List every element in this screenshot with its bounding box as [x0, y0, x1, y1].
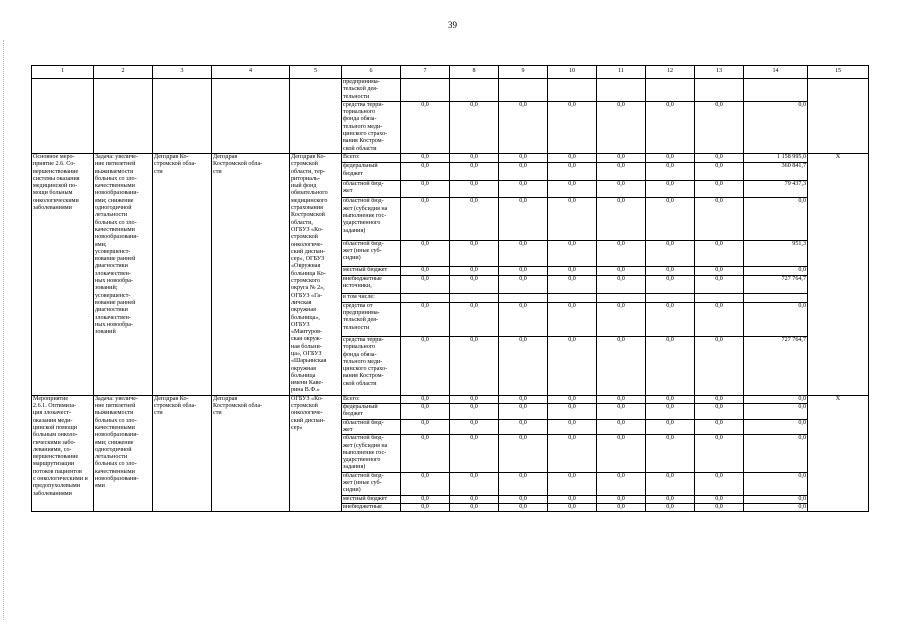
total-cell: 0,0	[744, 503, 808, 511]
empty-cell	[212, 79, 290, 154]
funding-source-cell: средства терри- ториального фонда обяза- тельного меди- цинского страхо- вания Костром- ской области	[342, 336, 401, 395]
total-cell: 0,0	[744, 472, 808, 495]
coordinator-cell: Депздрав Ко- стромской обла- сти	[153, 153, 212, 395]
year-value-cell: 0,0	[401, 101, 450, 153]
year-value-cell: 0,0	[499, 435, 548, 472]
year-value-cell: 0,0	[695, 472, 744, 495]
year-value-cell: 0,0	[597, 395, 646, 403]
funding-source-cell: областной бюд- жет	[342, 419, 401, 435]
binding-margin	[3, 40, 8, 620]
year-value-cell: 0,0	[450, 180, 499, 198]
header-cell: 9	[499, 66, 548, 79]
year-value-cell: 0,0	[450, 240, 499, 266]
empty-cell	[153, 79, 212, 154]
activity-name-cell: Основное меро- приятие 2.6. Со- вершенствование системы оказания медицинской по- мощи больным онкологическими заболеваниями	[32, 153, 94, 395]
year-value-cell: 0,0	[450, 302, 499, 336]
year-value-cell: 0,0	[499, 302, 548, 336]
funding-source-cell: средства терри- ториального фонда обяза- тельного меди- цинского страхо- вания Костром- ской области	[342, 101, 401, 153]
year-value-cell: 0,0	[499, 101, 548, 153]
year-value-cell: 0,0	[695, 495, 744, 503]
total-cell: 951,3	[744, 240, 808, 266]
year-value-cell: 0,0	[499, 336, 548, 395]
year-value-cell: 0,0	[450, 503, 499, 511]
year-value-cell: 0,0	[646, 180, 695, 198]
year-value-cell: 0,0	[548, 503, 597, 511]
header-cell: 11	[597, 66, 646, 79]
table-row	[32, 79, 869, 102]
year-value-cell: 0,0	[401, 198, 450, 240]
year-value-cell: 0,0	[548, 302, 597, 336]
year-value-cell: 0,0	[499, 198, 548, 240]
total-cell: 727 764,7	[744, 336, 808, 395]
table-row	[32, 395, 869, 403]
empty-cell	[94, 79, 153, 154]
year-value-cell: 0,0	[548, 495, 597, 503]
total-cell: 0,0	[744, 435, 808, 472]
year-value-cell: 0,0	[401, 419, 450, 435]
year-value-cell: 0,0	[401, 180, 450, 198]
year-value-cell: 0,0	[597, 472, 646, 495]
funding-source-cell: внебюджетные	[342, 503, 401, 511]
executor-cell: Депздрав Костромской обла- сти	[212, 153, 290, 395]
task-cell: Задача: увеличе- ние пятилетней выживаемости больных со зло- качественными новообразовани- ями; снижение одногодичной летальности больных со зло- качественными новообразовани- ями; усовершенст- вование ранней диагностики злокачествен- ных новообра- зований; усовершенст- вование ранней диагностики злокачествен- ных новообра- зований	[94, 153, 153, 395]
year-value-cell: 0,0	[499, 404, 548, 420]
year-value-cell	[499, 293, 548, 302]
year-value-cell: 0,0	[450, 472, 499, 495]
funding-source-cell: предпринима- тельской дея- тельности	[342, 79, 401, 102]
year-value-cell: 0,0	[695, 266, 744, 275]
indicator-cell: X	[808, 395, 869, 511]
year-value-cell: 0,0	[548, 163, 597, 181]
year-value-cell	[450, 79, 499, 102]
header-row	[32, 66, 869, 79]
year-value-cell	[597, 79, 646, 102]
year-value-cell: 0,0	[548, 419, 597, 435]
year-value-cell	[450, 293, 499, 302]
participants-cell: Депздрав Ко- стромской области, тер- риториаль- ный фонд обязательного медицинского страхования Костромской области, ОГБУЗ «Ко- стромской онкологиче- ский диспан- сер», ОГБУЗ «Окружная больница Ко- стромского округа № 2», ОГБУЗ «Га- личская окружная больница», ОГБУЗ «Мантуров- ская окруж- ная больни- ца», ОГБУЗ «Шарьинская окружная больница имени Каве- рина В.Ф.»	[290, 153, 342, 395]
header-cell: 8	[450, 66, 499, 79]
year-value-cell: 0,0	[450, 101, 499, 153]
header-cell: 14	[744, 66, 808, 79]
year-value-cell: 0,0	[499, 180, 548, 198]
header-cell: 3	[153, 66, 212, 79]
year-value-cell	[548, 293, 597, 302]
funding-source-cell: Всего:	[342, 153, 401, 162]
total-cell: 0,0	[744, 404, 808, 420]
year-value-cell: 0,0	[548, 101, 597, 153]
year-value-cell: 0,0	[401, 336, 450, 395]
funding-source-cell: областной бюд- жет (субсидия на выполнение гос- ударственного задания)	[342, 435, 401, 472]
year-value-cell: 0,0	[646, 435, 695, 472]
year-value-cell: 0,0	[646, 153, 695, 162]
year-value-cell: 0,0	[646, 336, 695, 395]
activity-name-cell: Мероприятие 2.6.1. Оптимиза- ция злокачест- оказания меди- цинской помощи больным онколо- гическими забо- леваниями, со- вершенствование маршрутизации потоков пациентов с онкологическими и предопухолевыми заболеваниями	[32, 395, 94, 511]
year-value-cell: 0,0	[548, 240, 597, 266]
year-value-cell: 0,0	[597, 503, 646, 511]
funding-source-cell: областной бюд- жет (иные суб- сидии)	[342, 240, 401, 266]
year-value-cell: 0,0	[597, 266, 646, 275]
empty-cell	[290, 79, 342, 154]
total-cell	[744, 293, 808, 302]
year-value-cell: 0,0	[499, 419, 548, 435]
year-value-cell: 0,0	[401, 153, 450, 162]
year-value-cell: 0,0	[499, 266, 548, 275]
year-value-cell: 0,0	[401, 302, 450, 336]
table-row	[32, 153, 869, 162]
year-value-cell: 0,0	[597, 180, 646, 198]
year-value-cell	[401, 79, 450, 102]
year-value-cell: 0,0	[401, 395, 450, 403]
funding-source-cell: областной бюд- жет	[342, 180, 401, 198]
funding-source-cell: местный бюджет	[342, 495, 401, 503]
year-value-cell: 0,0	[646, 472, 695, 495]
total-cell: 0,0	[744, 302, 808, 336]
funding-source-cell: средства от предпринима- тельской дея- тельности	[342, 302, 401, 336]
year-value-cell: 0,0	[401, 503, 450, 511]
year-value-cell: 0,0	[646, 275, 695, 293]
year-value-cell: 0,0	[450, 198, 499, 240]
year-value-cell	[401, 293, 450, 302]
year-value-cell: 0,0	[450, 419, 499, 435]
year-value-cell: 0,0	[695, 180, 744, 198]
year-value-cell: 0,0	[597, 275, 646, 293]
year-value-cell: 0,0	[401, 266, 450, 275]
participants-cell: ОГБУЗ «Ко- стромской онкологиче- ский диспан- сер»	[290, 395, 342, 511]
year-value-cell: 0,0	[450, 266, 499, 275]
year-value-cell: 0,0	[499, 153, 548, 162]
year-value-cell: 0,0	[548, 198, 597, 240]
year-value-cell: 0,0	[695, 395, 744, 403]
year-value-cell: 0,0	[450, 395, 499, 403]
page-number: 39	[448, 20, 457, 30]
header-cell: 15	[808, 66, 869, 79]
year-value-cell: 0,0	[597, 419, 646, 435]
year-value-cell: 0,0	[401, 240, 450, 266]
year-value-cell: 0,0	[499, 495, 548, 503]
total-cell: 727 764,7	[744, 275, 808, 293]
year-value-cell: 0,0	[695, 302, 744, 336]
funding-source-cell: областной бюд- жет (субсидия на выполнение гос- ударственного задания)	[342, 198, 401, 240]
year-value-cell: 0,0	[646, 198, 695, 240]
funding-source-cell: областной бюд- жет (иные суб- сидии)	[342, 472, 401, 495]
year-value-cell: 0,0	[695, 163, 744, 181]
year-value-cell: 0,0	[499, 240, 548, 266]
year-value-cell: 0,0	[597, 163, 646, 181]
year-value-cell: 0,0	[499, 472, 548, 495]
executor-cell: Депздрав Костромской обла- сти	[212, 395, 290, 511]
year-value-cell: 0,0	[646, 419, 695, 435]
year-value-cell: 0,0	[548, 275, 597, 293]
year-value-cell: 0,0	[597, 404, 646, 420]
year-value-cell: 0,0	[499, 163, 548, 181]
year-value-cell: 0,0	[695, 153, 744, 162]
year-value-cell	[499, 79, 548, 102]
year-value-cell: 0,0	[548, 336, 597, 395]
year-value-cell	[646, 79, 695, 102]
year-value-cell: 0,0	[499, 395, 548, 403]
total-cell: 1 158 995,0	[744, 153, 808, 162]
year-value-cell: 0,0	[597, 336, 646, 395]
year-value-cell: 0,0	[597, 435, 646, 472]
year-value-cell: 0,0	[548, 435, 597, 472]
header-cell: 2	[94, 66, 153, 79]
year-value-cell: 0,0	[548, 395, 597, 403]
year-value-cell: 0,0	[450, 404, 499, 420]
year-value-cell: 0,0	[597, 302, 646, 336]
coordinator-cell: Депздрав Ко- стромской обла- сти	[153, 395, 212, 511]
year-value-cell: 0,0	[401, 435, 450, 472]
year-value-cell: 0,0	[548, 404, 597, 420]
year-value-cell: 0,0	[695, 435, 744, 472]
funding-source-cell: местный бюджет	[342, 266, 401, 275]
year-value-cell: 0,0	[597, 153, 646, 162]
year-value-cell: 0,0	[450, 435, 499, 472]
year-value-cell: 0,0	[401, 275, 450, 293]
funding-source-cell: федеральный бюджет	[342, 404, 401, 420]
total-cell: 0,0	[744, 495, 808, 503]
year-value-cell: 0,0	[695, 198, 744, 240]
header-cell: 10	[548, 66, 597, 79]
year-value-cell: 0,0	[646, 163, 695, 181]
year-value-cell: 0,0	[401, 495, 450, 503]
total-cell: 0,0	[744, 419, 808, 435]
total-cell: 79 437,3	[744, 180, 808, 198]
year-value-cell	[646, 293, 695, 302]
year-value-cell: 0,0	[401, 163, 450, 181]
year-value-cell	[548, 79, 597, 102]
year-value-cell: 0,0	[548, 266, 597, 275]
year-value-cell: 0,0	[646, 503, 695, 511]
year-value-cell: 0,0	[450, 495, 499, 503]
year-value-cell: 0,0	[499, 503, 548, 511]
year-value-cell: 0,0	[548, 472, 597, 495]
year-value-cell: 0,0	[646, 302, 695, 336]
header-cell: 13	[695, 66, 744, 79]
year-value-cell: 0,0	[499, 275, 548, 293]
year-value-cell	[597, 293, 646, 302]
year-value-cell: 0,0	[450, 153, 499, 162]
total-cell	[744, 79, 808, 102]
year-value-cell: 0,0	[646, 266, 695, 275]
header-cell: 6	[342, 66, 401, 79]
year-value-cell: 0,0	[646, 395, 695, 403]
funding-source-cell: в том числе:	[342, 293, 401, 302]
funding-source-cell: внебюджетные источники,	[342, 275, 401, 293]
total-cell: 0,0	[744, 266, 808, 275]
total-cell: 0,0	[744, 101, 808, 153]
year-value-cell: 0,0	[450, 163, 499, 181]
empty-cell	[32, 79, 94, 154]
year-value-cell: 0,0	[401, 404, 450, 420]
total-cell: 0,0	[744, 198, 808, 240]
year-value-cell: 0,0	[548, 180, 597, 198]
year-value-cell: 0,0	[597, 101, 646, 153]
year-value-cell: 0,0	[695, 275, 744, 293]
year-value-cell: 0,0	[401, 472, 450, 495]
year-value-cell	[695, 293, 744, 302]
year-value-cell: 0,0	[646, 495, 695, 503]
funding-source-cell: Всего:	[342, 395, 401, 403]
year-value-cell: 0,0	[695, 503, 744, 511]
indicator-cell: X	[808, 153, 869, 395]
year-value-cell: 0,0	[597, 495, 646, 503]
year-value-cell	[695, 79, 744, 102]
funding-source-cell: федеральный бюджет	[342, 163, 401, 181]
year-value-cell: 0,0	[695, 404, 744, 420]
header-cell: 4	[212, 66, 290, 79]
year-value-cell: 0,0	[548, 153, 597, 162]
header-cell: 1	[32, 66, 94, 79]
empty-cell	[808, 79, 869, 154]
year-value-cell: 0,0	[597, 198, 646, 240]
year-value-cell: 0,0	[597, 240, 646, 266]
header-cell: 12	[646, 66, 695, 79]
year-value-cell: 0,0	[695, 336, 744, 395]
year-value-cell: 0,0	[695, 240, 744, 266]
year-value-cell: 0,0	[646, 101, 695, 153]
year-value-cell: 0,0	[695, 101, 744, 153]
year-value-cell: 0,0	[450, 275, 499, 293]
header-cell: 5	[290, 66, 342, 79]
year-value-cell: 0,0	[695, 419, 744, 435]
year-value-cell: 0,0	[646, 240, 695, 266]
year-value-cell: 0,0	[450, 336, 499, 395]
total-cell: 360 841,7	[744, 163, 808, 181]
program-table	[31, 65, 869, 512]
year-value-cell: 0,0	[646, 404, 695, 420]
task-cell: Задача: увеличе- ние пятилетней выживаемости больных со зло- качественными новообразовани- ями; снижение одногодичной летальности больных со зло- качественными новообразовани- ями	[94, 395, 153, 511]
header-cell: 7	[401, 66, 450, 79]
total-cell: 0,0	[744, 395, 808, 403]
